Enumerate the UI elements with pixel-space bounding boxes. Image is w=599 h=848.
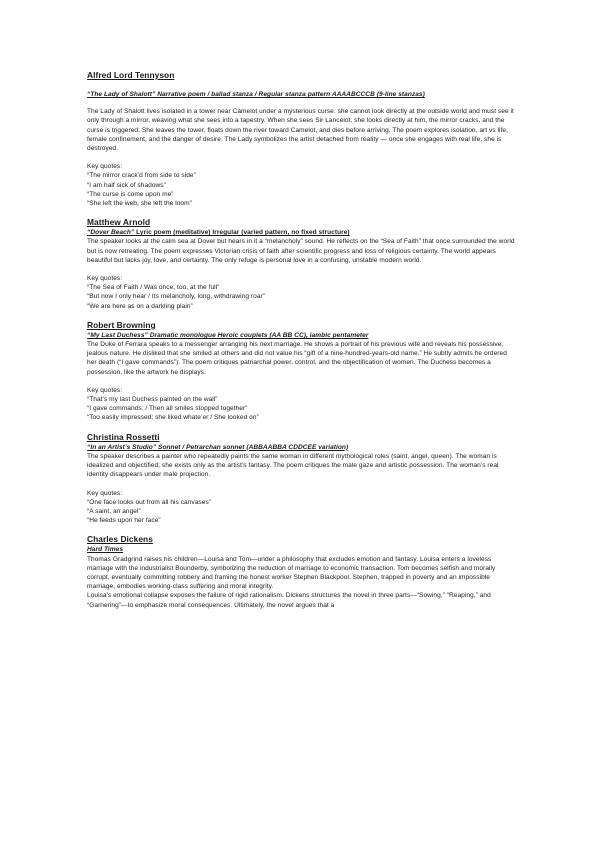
novel-summary-2: Louisa’s emotional collapse exposes the failure of rigid rationalism. Dickens structures the novel in three parts—“Sowing,” “Reaping,” and “Garnering”—to emphasize moral consequences. Ultimately, the novel argues that a [87, 592, 491, 609]
quote: “That’s my last Duchess painted on the wall” [87, 396, 218, 404]
quote: “He feeds upon her face” [87, 517, 161, 525]
poem-subtitle: “My Last Duchess” Dramatic monologue Heroic couplets (AA BB CC), iambic pentameter [87, 331, 369, 339]
poem-summary: The speaker looks at the calm sea at Dover but hears in it a “melancholy” sound. He reflects on the “Sea of Faith” that once surrounded the world but is now retreating. The poem expresses Victorian crisis of faith after scientific progress and loss of religious certainty. The world appears beautiful but lacks joy, love, and certainty. The only refuge is personal love in a confusing, unstable modern world. [87, 238, 515, 264]
section-browning [87, 320, 515, 423]
poem-summary: The Lady of Shalott lives isolated in a tower near Camelot under a mysterious curse: she cannot look directly at the outside world and must see it only through a mirror, weaving what she sees into a tapestry. When she sees Sir Lancelot, she looks directly at him, the mirror cracks, and the curse is triggered. She leaves the tower, floats down the river toward Camelot, and dies before arriving. The poem explores isolation, art vs life, female confinement, and the danger of desire. The Lady symbolizes the artist detached from reality — once she engages with real life, she is destroyed. [87, 108, 514, 153]
author-heading: Matthew Arnold [87, 217, 151, 228]
quote: “She left the web, she left the loom” [87, 200, 192, 208]
poem-subtitle [87, 228, 515, 237]
quote: “The Sea of Faith / Was once, too, at the full” [87, 284, 220, 292]
author-heading: Alfred Lord Tennyson [87, 70, 175, 80]
section-tennyson [87, 70, 515, 208]
novel-summary-1: Thomas Gradgrind raises his children—Louisa and Tom—under a philosophy that excludes emotion and fantasy. Louisa enters a loveless marriage with the industrialist Bounderby, symbolizing the reduction of marriage to economic transaction. Tom becomes selfish and morally corrupt, eventually committing robbery and framing the honest worker Stephen Blackpool. Stephen, trapped in poverty and an impossible marriage, embodies working-class suffering and moral integrity. [87, 555, 496, 591]
poem-summary: The Duke of Ferrara speaks to a messenger arranging his next marriage. He shows a portrait of his previous wife and reveals his possessive, jealous nature. He disliked that she smiled at others and did not value his “gift of a nine-hundred-years-old name.” He subtly admits he ordered her death (“I gave commands”). The poem critiques patriarchal power, control, and the objectification of women. The Duchess becomes a possession, like the artwork he displays. [87, 341, 507, 376]
quote: “The curse is come upon me” [87, 190, 174, 198]
author-heading: Christina Rossetti [87, 431, 160, 442]
section-arnold [87, 217, 515, 311]
author-heading: Charles Dickens [87, 534, 153, 545]
key-quotes-heading: Key quotes: [87, 489, 123, 497]
section-rossetti [87, 432, 515, 526]
quote: “The mirror crack’d from side to side” [87, 172, 196, 180]
document-page [87, 70, 515, 610]
quote: “Too easily impressed; she liked whate’er / She looked on” [87, 414, 259, 422]
quote: “But now I only hear / Its melancholy, long, withdrawing roar” [87, 293, 266, 301]
section-dickens [87, 534, 515, 609]
key-quotes-heading: Key quotes: [87, 275, 123, 283]
poem-form: Lyric poem (meditative) Irregular (varied pattern, no fixed structure) [134, 229, 350, 237]
quote: “A saint, an angel” [87, 507, 141, 515]
poem-summary: The speaker describes a painter who repeatedly paints the same woman in different mythological roles (saint, angel, queen). The woman is idealized and objectified; she exists only as the artist’s fantasy. The poem critiques the male gaze and artistic possession. The woman’s real identity disappears under male projection. [87, 452, 499, 479]
poem-subtitle: “In an Artist’s Studio” Sonnet / Petrarchan sonnet (ABBAABBA CDDCEE variation) [87, 443, 349, 451]
quote: “I gave commands; / Then all smiles stopped together” [87, 405, 248, 413]
quote: “We are here as on a darkling plain” [87, 302, 193, 310]
poem-subtitle: “The Lady of Shalott” Narrative poem / ballad stanza / Regular stanza pattern AAAABCCCB (9-line stanzas) [87, 91, 425, 98]
quote: “I am half sick of shadows” [87, 181, 166, 189]
quote: “One face looks out from all his canvases” [87, 498, 211, 506]
novel-title: Hard Times [87, 546, 124, 554]
author-heading: Robert Browning [87, 319, 156, 330]
poem-title: “Dover Beach” [87, 229, 135, 237]
key-quotes-heading: Key quotes: [87, 163, 123, 171]
key-quotes-heading: Key quotes: [87, 386, 123, 394]
